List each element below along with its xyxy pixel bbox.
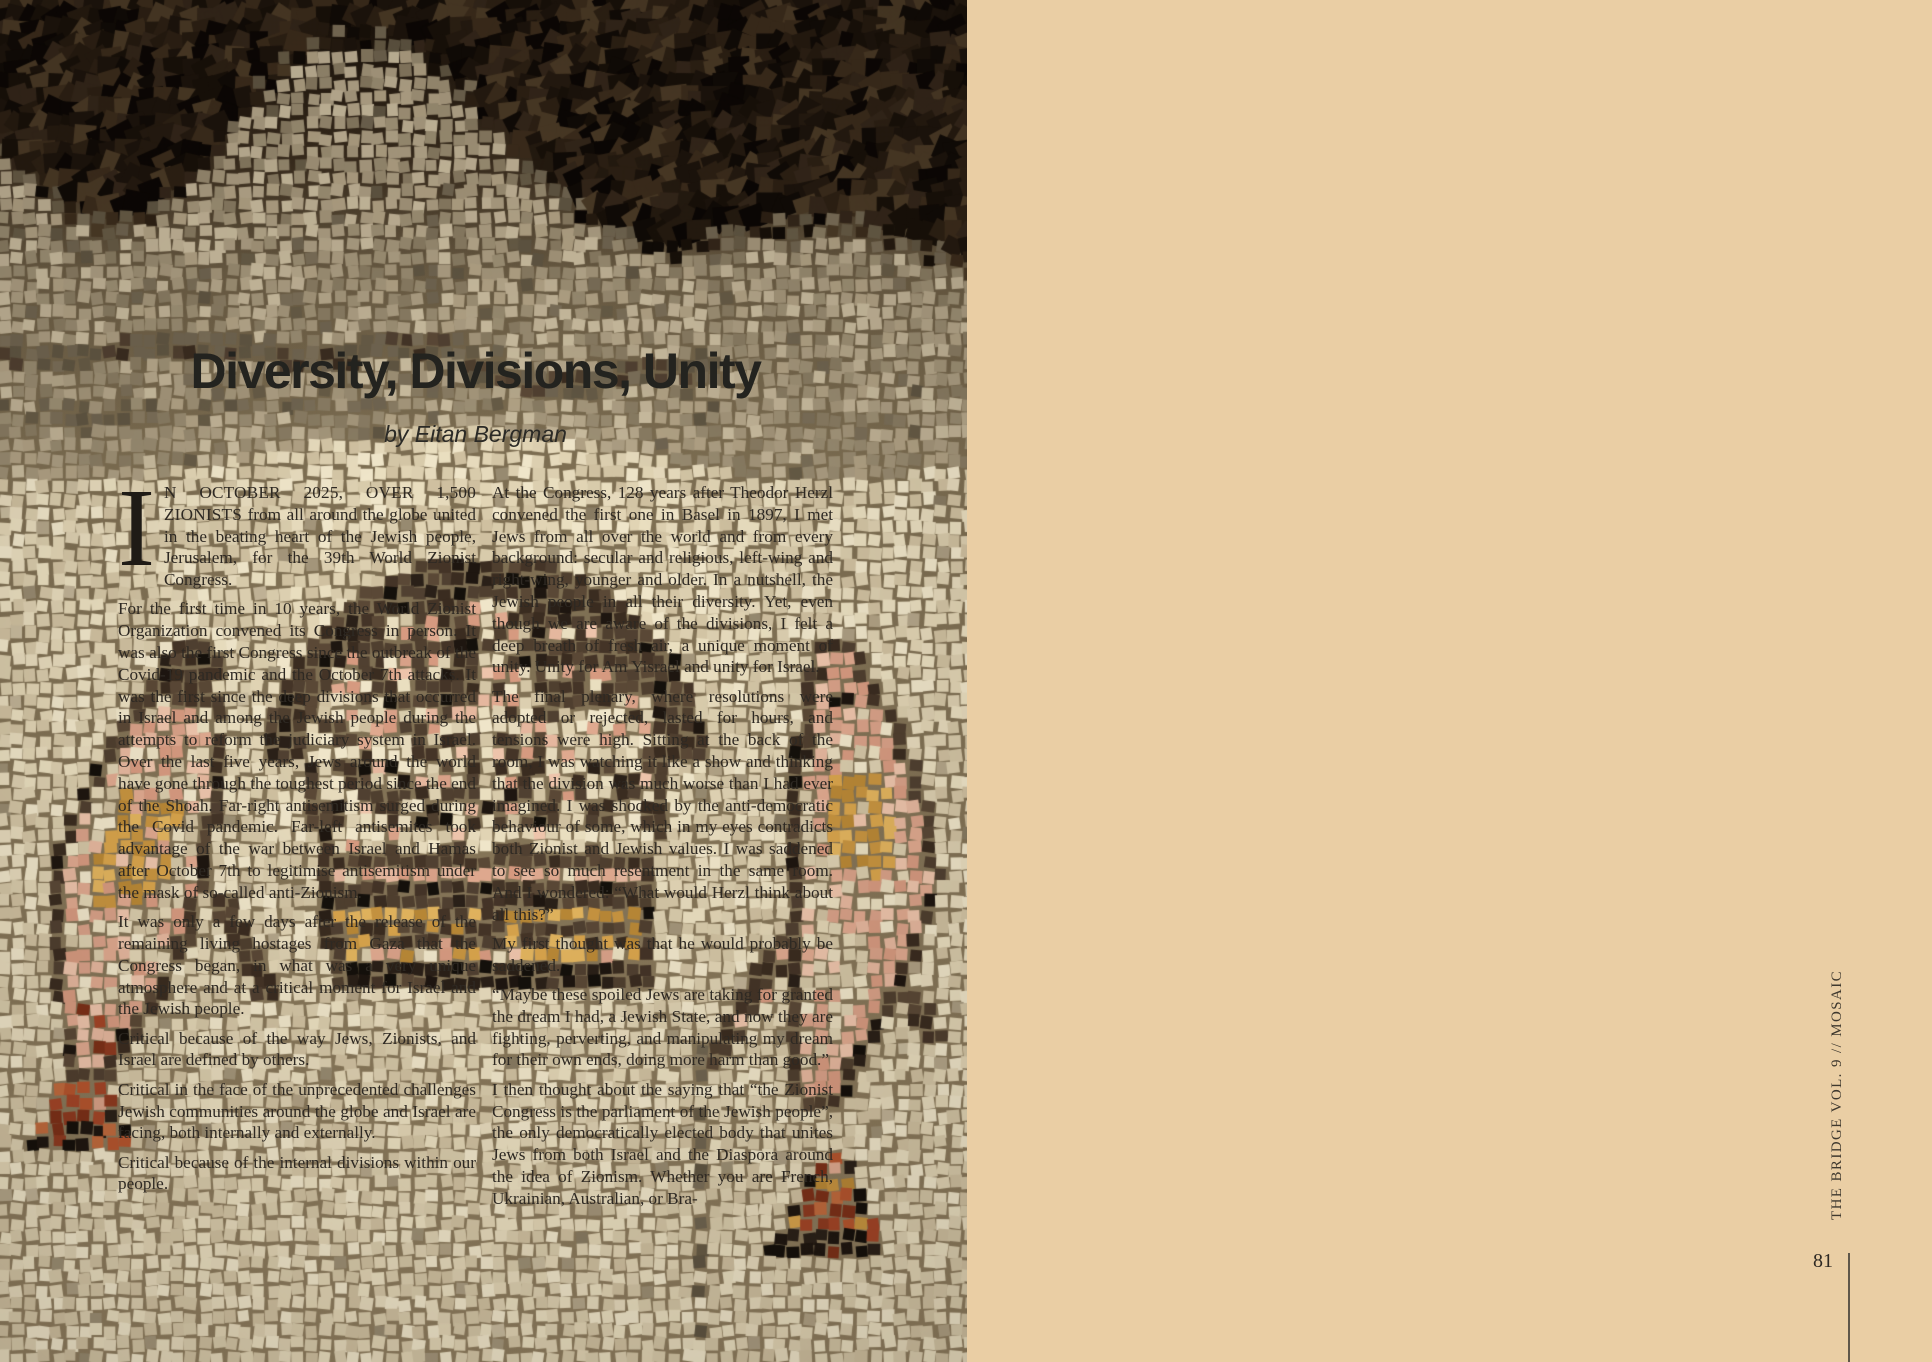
left-column bbox=[118, 467, 476, 1210]
paragraph: The final plenary, where resolutions were adopted or rejected, lasted for hours, and tensions were high. Sitting at the back of the room, I was watching it like a show and thinking that the division was much worse than I had ever imagined. I was shocked by the anti-democratic behaviour of some, which in my eyes contradicts both Zionist and Jewish values. I was saddened to see so much resentment in the same room. And I wondered: “What would Herzl think about all this?” bbox=[492, 686, 833, 924]
paragraph: “Maybe these spoiled Jews are taking for granted the dream I had, a Jewish State, and now they are fighting, perverting, and manipulating my dream for their own ends, doing more harm than good.” bbox=[492, 985, 833, 1070]
paragraph: Critical in the face of the unprecedented challenges Jewish communities around the globe and Israel are facing, both internally and externally. bbox=[118, 1079, 476, 1143]
opening-caps: N OCTOBER 2025, OVER 1,500 ZIONISTS bbox=[163, 483, 476, 524]
article-body bbox=[118, 467, 833, 1210]
drop-cap: I bbox=[118, 467, 155, 590]
page-title: Diversity, Divisions, Unity bbox=[190, 343, 761, 399]
opening-rest: from all around the globe united in the beating heart of the Jewish people, Jerusalem, for the 39th World Zionist Congress. bbox=[163, 504, 476, 590]
paragraph: At the Congress, 128 years after Theodor Herzl convened the first one in Basel in 1897, I met Jews from all over the world and from every background: secular and religious, left-wing and right-wing, younger and older. In a nutshell, the Jewish people in all their diversity. Yet, even though we are aware of the divisions, I felt a deep breath of fresh air, a unique moment of unity. Unity for Am Yisrael and unity for Israel. bbox=[492, 483, 833, 677]
paragraph: It was only a few days after the release of the remaining living hostages from Gaza that the Congress began, in what was a very unique atmosphere and at a critical moment for Israel and the Jewish people. bbox=[118, 912, 476, 1019]
journal-footer-label: THE BRIDGE VOL. 9 // MOSAIC bbox=[1829, 969, 1845, 1220]
paragraph: Critical because of the way Jews, Zionists, and Israel are defined by others. bbox=[118, 1028, 476, 1070]
paragraph: I then thought about the saying that “the Zionist Congress is the parliament of the Jewish people”, the only democratically elected body that unites Jews from both Israel and the Diaspora around the idea of Zionism. Whether you are French, Ukrainian, Australian, or Bra- bbox=[492, 1079, 833, 1208]
page-number: 81 bbox=[1813, 1250, 1833, 1272]
article-page bbox=[967, 0, 1932, 1362]
paragraph: Critical because of the internal divisions within our people. bbox=[118, 1152, 476, 1194]
footer-rule bbox=[1848, 1253, 1850, 1362]
paragraph: For the first time in 10 years, the World Zionist Organization convened its Congress in person. It was also the first Congress since the outbreak of the Covid-19 pandemic and the October 7th attacks. It was the first since the deep divisions that occurred in Israel and among the Jewish people during the attempts to reform the judiciary system in Israel. Over the last five years, Jews around the world have gone through the toughest period since the end of the Shoah. Far-right antisemitism surged during the Covid pandemic. Far-left antisemites took advantage of the war between Israel and Hamas after October 7th to legitimise antisemitism under the mask of so-called anti-Zionism. bbox=[118, 599, 476, 902]
paragraph: My first thought was that he would probably be saddened. bbox=[492, 933, 833, 975]
right-column bbox=[492, 482, 833, 1210]
opening-paragraph bbox=[118, 467, 476, 591]
byline: by Eitan Bergman bbox=[384, 421, 567, 447]
